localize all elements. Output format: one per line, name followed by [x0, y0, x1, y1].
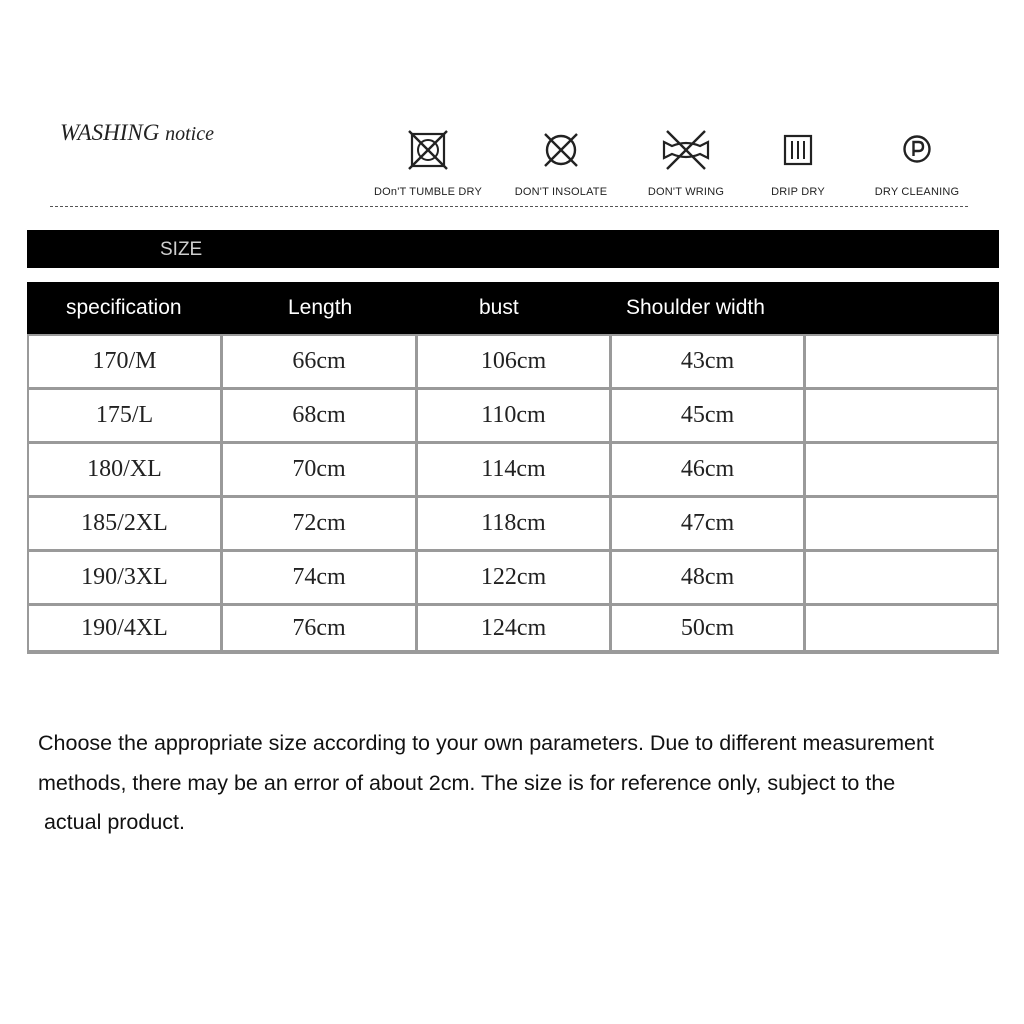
cell-shoulder-width: 50cm — [612, 606, 803, 650]
cell-bust: 106cm — [418, 336, 609, 387]
cell-length: 74cm — [223, 552, 415, 603]
no-tumble-dry-icon — [406, 128, 450, 172]
cell-length: 70cm — [223, 444, 415, 495]
cell-length: 72cm — [223, 498, 415, 549]
cell-shoulder-width: 47cm — [612, 498, 803, 549]
care-item-no-wring — [621, 128, 751, 198]
cell-specification: 180/XL — [29, 444, 220, 495]
washing-title-main: WASHING — [60, 120, 160, 145]
cell-empty — [806, 498, 997, 549]
size-note — [38, 724, 1008, 843]
care-item-dry-clean — [852, 128, 982, 198]
care-label-drip-dry: DRIP DRY — [771, 186, 825, 198]
no-wring-icon — [659, 128, 713, 172]
cell-specification: 185/2XL — [29, 498, 220, 549]
cell-length: 76cm — [223, 606, 415, 650]
header-bust: bust — [479, 296, 519, 319]
cell-shoulder-width: 43cm — [612, 336, 803, 387]
note-line-2: methods, there may be an error of about 2cm. The size is for reference only, subject to the — [38, 770, 896, 795]
cell-shoulder-width: 46cm — [612, 444, 803, 495]
cell-specification: 170/M — [29, 336, 220, 387]
cell-bust: 110cm — [418, 390, 609, 441]
header-shoulder-width: Shoulder width — [626, 296, 765, 319]
cell-specification: 190/4XL — [29, 606, 220, 650]
cell-empty — [806, 606, 997, 650]
cell-empty — [806, 552, 997, 603]
header-length: Length — [288, 296, 353, 319]
cell-specification: 175/L — [29, 390, 220, 441]
washing-title-sub: notice — [165, 123, 214, 145]
header-specification: specification — [66, 296, 182, 319]
cell-shoulder-width: 48cm — [612, 552, 803, 603]
care-label-no-tumble-dry: DOn'T TUMBLE DRY — [374, 186, 482, 198]
cell-bust: 122cm — [418, 552, 609, 603]
care-label-dry-clean: DRY CLEANING — [874, 186, 960, 198]
size-table — [27, 334, 999, 654]
care-item-no-sun — [496, 128, 626, 198]
dashed-divider — [50, 206, 968, 207]
size-section-label: SIZE — [160, 239, 203, 260]
washing-notice-title — [60, 120, 214, 146]
care-label-no-sun: DON'T INSOLATE — [514, 186, 608, 198]
size-section-bar — [27, 230, 999, 268]
cell-length: 66cm — [223, 336, 415, 387]
care-label-no-wring: DON'T WRING — [647, 186, 725, 198]
cell-empty — [806, 390, 997, 441]
note-line-1: Choose the appropriate size according to your own parameters. Due to different measurement — [38, 731, 934, 755]
cell-specification: 190/3XL — [29, 552, 220, 603]
no-sun-icon — [539, 128, 583, 172]
cell-bust: 124cm — [418, 606, 609, 650]
cell-empty — [806, 336, 997, 387]
note-line-3: actual product. — [38, 810, 186, 834]
table-header — [27, 282, 999, 334]
dry-clean-p-icon — [895, 128, 939, 172]
cell-length: 68cm — [223, 390, 415, 441]
cell-bust: 118cm — [418, 498, 609, 549]
drip-dry-icon — [776, 128, 820, 172]
cell-bust: 114cm — [418, 444, 609, 495]
care-item-no-tumble-dry — [363, 128, 493, 198]
cell-shoulder-width: 45cm — [612, 390, 803, 441]
care-item-drip-dry — [733, 128, 863, 198]
cell-empty — [806, 444, 997, 495]
